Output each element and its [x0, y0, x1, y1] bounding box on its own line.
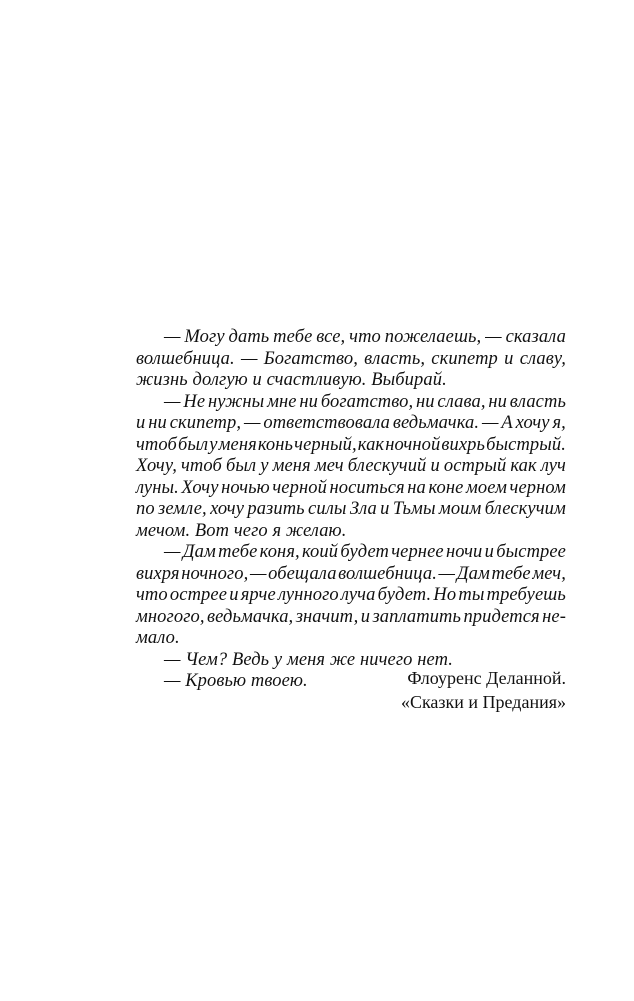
attribution-source: «Сказки и Предания» [400, 692, 566, 712]
epigraph-line: мало. [136, 628, 180, 648]
epigraph-line: и ни скипетр, — ответствовала ведьмачка. — А хочу я, [136, 413, 566, 433]
epigraph-text [136, 327, 566, 693]
epigraph-line: жизнь долгую и счастливую. Выбирай. [136, 370, 447, 390]
epigraph-line: по земле, хочу разить силы Зла и Тьмы моим блескучим [136, 499, 566, 519]
attribution-author: Флоуренс Деланной. [407, 668, 566, 688]
epigraph-line: — Могу дать тебе все, что пожелаешь, — сказала [164, 327, 566, 347]
epigraph-line: — Кровью твоею. [164, 671, 308, 691]
epigraph-line: — Не нужны мне ни богатство, ни слава, ни власть [164, 391, 566, 412]
epigraph-attribution [401, 666, 566, 714]
epigraph-line: вихря ночного, — обещала волшебница. — Дам тебе меч, [136, 563, 566, 584]
epigraph-line: мечом. Вот чего я желаю. [136, 520, 347, 541]
epigraph-line: чтоб был у меня конь черный, как ночной вихрь быстрый. [136, 434, 566, 455]
epigraph-line: многого, ведьмачка, значит, и заплатить придется не- [136, 606, 566, 627]
epigraph-line: волшебница. — Богатство, власть, скипетр и славу, [136, 348, 566, 369]
epigraph-line: — Дам тебе коня, коий будет чернее ночи и быстрее [164, 542, 566, 562]
epigraph-line: Хочу, чтоб был у меня меч блескучий и острый как луч [136, 456, 566, 476]
epigraph-line: — Чем? Ведь у меня же ничего нет. [164, 649, 453, 670]
epigraph-line: луны. Хочу ночью черной носиться на коне моем черном [136, 477, 566, 498]
epigraph-line: что острее и ярче лунного луча будет. Но ты требуешь [136, 585, 566, 605]
